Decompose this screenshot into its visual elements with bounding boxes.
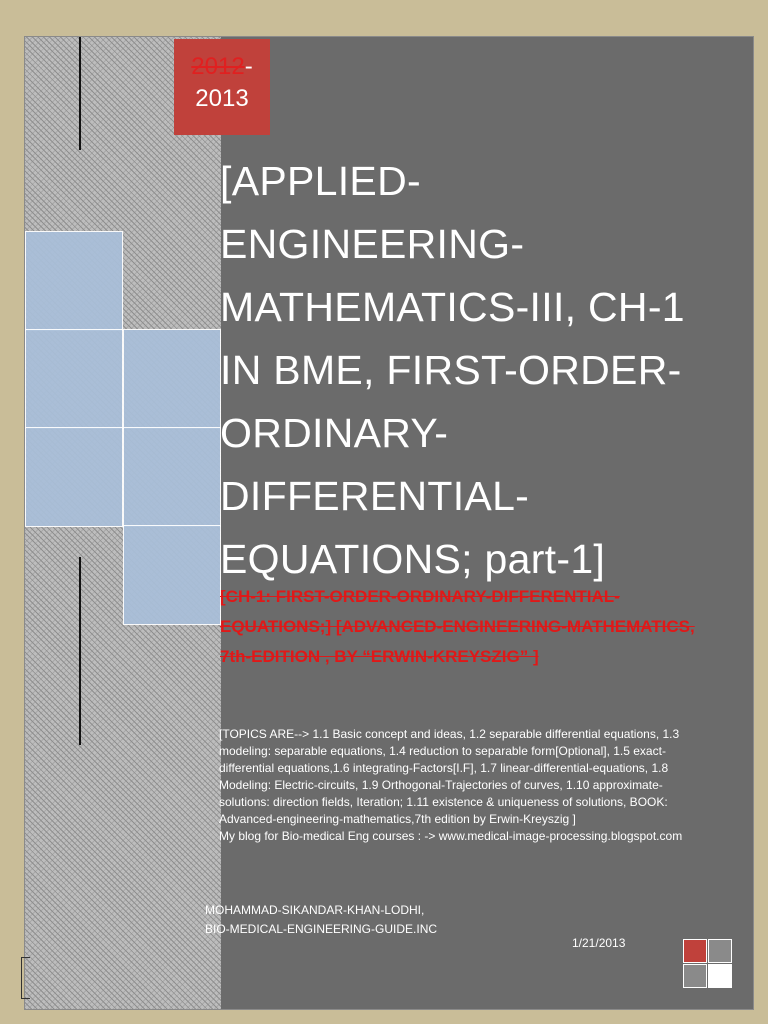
decorative-block xyxy=(25,231,123,331)
decorative-block xyxy=(123,427,221,527)
author-block xyxy=(205,901,535,939)
document-date: 1/21/2013 xyxy=(572,936,626,950)
decorative-square xyxy=(683,964,707,988)
decorative-line xyxy=(79,557,81,745)
topics-text: [TOPICS ARE--> 1.1 Basic concept and ideas, 1.2 separable differential equations, 1.3 modeling: separable equations, 1.4 reduction to separable form[Optional], 1.5 exact-differential equations,1.6 integrating-Factors[I.F], 1.7 linear-differential-equations, 1.8 Modeling: Electric-circuits, 1.9 Orthogonal-Trajectories of curves, 1.10 approximate-solutions: direction fields, Iteration; 1.11 existence & uniqueness of solutions, BOOK: Advanced-engineering-mathematics,7th edition by Erwin-Kreyszig ] xyxy=(219,727,680,826)
topics-abstract xyxy=(219,726,709,845)
corner-mark xyxy=(21,957,30,999)
year-end: 2013 xyxy=(195,85,249,112)
blog-line: My blog for Bio-medical Eng courses : -> www.medical-image-processing.blogspot.com xyxy=(219,829,683,843)
decorative-square xyxy=(708,939,732,963)
decorative-block xyxy=(123,329,221,429)
decorative-square xyxy=(708,964,732,988)
decorative-block xyxy=(25,329,123,429)
document-title: [APPLIED-ENGINEERING-MATHEMATICS-III, CH-1 IN BME, FIRST-ORDER-ORDINARY-DIFFERENTIAL-EQUATIONS; part-1] xyxy=(220,158,685,582)
document-subtitle: [CH-1: FIRST-ORDER-ORDINARY-DIFFERENTIAL-EQUATIONS;] [ADVANCED-ENGINEERING-MATHEMATICS, 7th-EDITION , BY “ERWIN-KREYSZIG” ] xyxy=(220,587,695,666)
year-box xyxy=(174,39,270,135)
year-start: 2012 xyxy=(191,53,245,80)
author-name: MOHAMMAD-SIKANDAR-KHAN-LODHI, xyxy=(205,903,425,917)
decorative-square xyxy=(683,939,707,963)
decorative-block xyxy=(25,427,123,527)
year-dash: - xyxy=(244,53,253,80)
author-organization: BIO-MEDICAL-ENGINEERING-GUIDE.INC xyxy=(205,922,438,936)
decorative-line xyxy=(79,37,81,150)
decorative-block xyxy=(123,525,221,625)
